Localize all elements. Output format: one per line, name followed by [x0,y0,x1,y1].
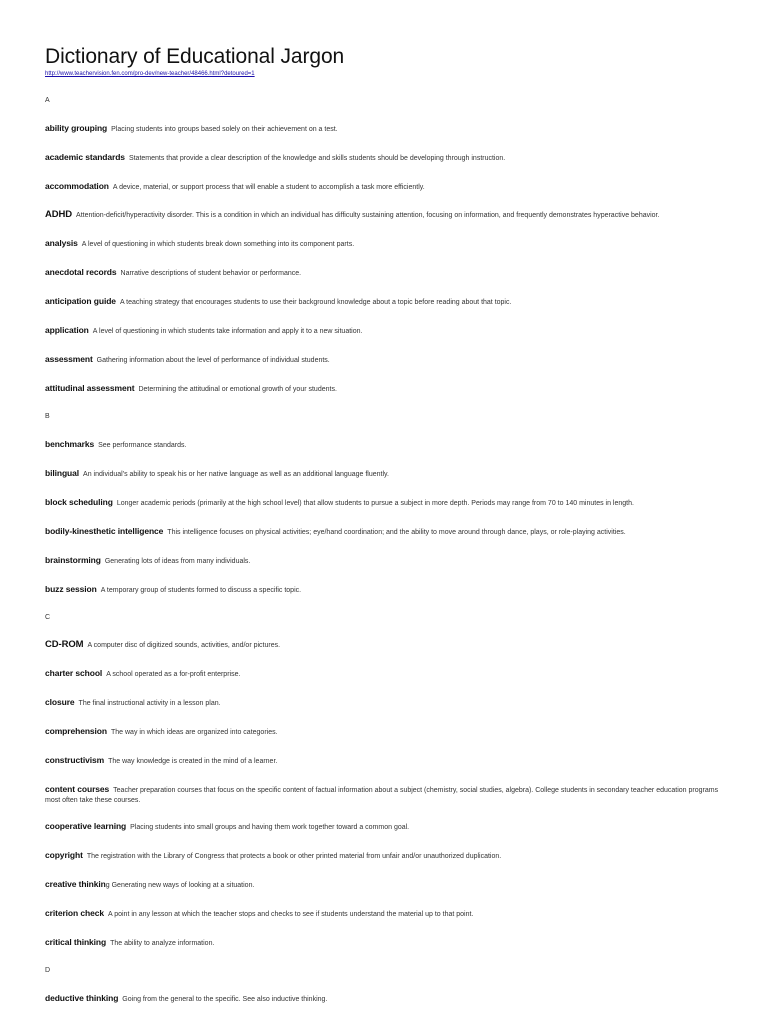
glossary-entry [45,640,735,651]
glossary-entry [45,584,735,596]
glossary-term: criterion check [45,908,104,918]
glossary-term: buzz session [45,584,97,594]
glossary-term: content courses [45,784,110,794]
section-letter-a: A [45,97,50,104]
glossary-term: deductive thinking [45,993,119,1003]
glossary-term: copyright [45,850,83,860]
glossary-definition: A point in any lesson at which the teacher stops and checks to see if students understand the material up to that point. [107,911,474,918]
glossary-term: creative thinkin [45,879,106,889]
glossary-entry [45,296,735,308]
glossary-entry [45,497,735,509]
glossary-definition: The final instructional activity in a lesson plan. [78,700,221,707]
glossary-definition: Placing students into small groups and having them work together toward a common goal. [130,824,410,831]
glossary-definition: Statements that provide a clear description of the knowledge and skills students should be developing through instruction. [128,155,506,162]
section-letter-d: D [45,967,51,974]
glossary-term: anticipation guide [45,296,116,306]
glossary-definition: Determining the attitudinal or emotional growth of your students. [138,386,337,393]
glossary-entry [45,526,735,538]
glossary-definition: Longer academic periods (primarily at the high school level) that allow students to pursue a subject in more depth. Periods may range from 70 to 140 minutes in length. [116,500,634,507]
glossary-term: ability grouping [45,123,108,133]
glossary-definition: g Generating new ways of looking at a situation. [105,882,255,889]
glossary-entry [45,937,735,949]
glossary-term: constructivism [45,755,105,765]
glossary-term: accommodation [45,181,109,191]
glossary-entry [45,821,735,833]
glossary-term: closure [45,697,75,707]
glossary-entry [45,468,735,480]
glossary-term: academic standards [45,152,125,162]
glossary-entry [45,267,735,279]
glossary-definition: Generating lots of ideas from many individuals. [104,558,251,565]
glossary-term: analysis [45,238,78,248]
glossary-definition: Placing students into groups based solely on their achievement on a test. [111,126,338,133]
glossary-term: cooperative learning [45,821,127,831]
glossary-entry [45,123,735,135]
glossary-definition: The ability to analyze information. [110,940,215,947]
source-link[interactable]: http://www.teachervision.fen.com/pro-dev/new-teacher/48466.html?detoured=1 [45,71,255,77]
glossary-entry [45,697,735,709]
glossary-term: benchmarks [45,439,95,449]
glossary-entry [45,555,735,567]
glossary-definition: This intelligence focuses on physical activities; eye/hand coordination; and the ability to move around through dance, plays, or role-playing activities. [167,529,626,536]
glossary-entry [45,668,735,680]
glossary-entry [45,210,735,221]
glossary-term: bilingual [45,468,80,478]
glossary-definition: Gathering information about the level of performance of individual students. [96,357,330,364]
glossary-entry [45,879,735,891]
glossary-term: anecdotal records [45,267,117,277]
glossary-definition: A temporary group of students formed to discuss a specific topic. [100,587,302,594]
glossary-entry [45,726,735,738]
glossary-definition: Attention-deficit/hyperactivity disorder. This is a condition in which an individual has difficulty sustaining attention, focusing on information, and frequently demonstrates hyperactive behavior. [76,212,660,219]
glossary-definition: An individual's ability to speak his or her native language as well as an additional language fluently. [83,471,389,478]
glossary-definition: A level of questioning in which students take information and apply it to a new situation. [92,328,363,335]
glossary-entry [45,383,735,395]
glossary-entry [45,325,735,337]
glossary-entry [45,784,735,806]
glossary-definition: A device, material, or support process that will enable a student to accomplish a task more efficiently. [112,184,425,191]
glossary-definition: The way knowledge is created in the mind of a learner. [108,758,278,765]
glossary-term: charter school [45,668,103,678]
glossary-entry [45,238,735,250]
glossary-definition: Narrative descriptions of student behavior or performance. [120,270,302,277]
glossary-definition: See performance standards. [98,442,187,449]
glossary-definition: The registration with the Library of Congress that protects a book or other printed material from unfair and/or unauthorized duplication. [86,853,502,860]
glossary-definition: Going from the general to the specific. See also inductive thinking. [122,996,328,1003]
glossary-entry [45,439,735,451]
section-letter-c: C [45,614,51,621]
glossary-term: brainstorming [45,555,101,565]
glossary [45,96,735,1005]
glossary-term: bodily-kinesthetic intelligence [45,526,164,536]
glossary-entry [45,993,735,1005]
glossary-definition: Teacher preparation courses that focus on the specific content of factual information about a subject (chemistry, social studies, algebra). College students in secondary teacher education programs most often take these courses. [45,787,719,804]
glossary-definition: A level of questioning in which students break down something into its component parts. [81,241,355,248]
glossary-entry [45,152,735,164]
glossary-term: application [45,325,89,335]
document-page [45,44,735,1022]
glossary-definition: The way in which ideas are organized into categories. [111,729,278,736]
glossary-entry [45,354,735,366]
glossary-definition: A school operated as a for-profit enterprise. [106,671,241,678]
glossary-definition: A teaching strategy that encourages students to use their background knowledge about a topic before reading about that topic. [119,299,512,306]
glossary-definition: A computer disc of digitized sounds, activities, and/or pictures. [87,642,281,649]
glossary-term: comprehension [45,726,107,736]
glossary-term: ADHD [45,209,73,220]
glossary-term: critical thinking [45,937,107,947]
glossary-term: CD-ROM [45,639,84,650]
glossary-entry [45,908,735,920]
glossary-term: attitudinal assessment [45,383,135,393]
glossary-entry [45,850,735,862]
glossary-term: assessment [45,354,93,364]
glossary-entry [45,755,735,767]
section-letter-b: B [45,413,50,420]
glossary-term: block scheduling [45,497,113,507]
page-title: Dictionary of Educational Jargon [45,45,345,68]
glossary-entry [45,181,735,193]
